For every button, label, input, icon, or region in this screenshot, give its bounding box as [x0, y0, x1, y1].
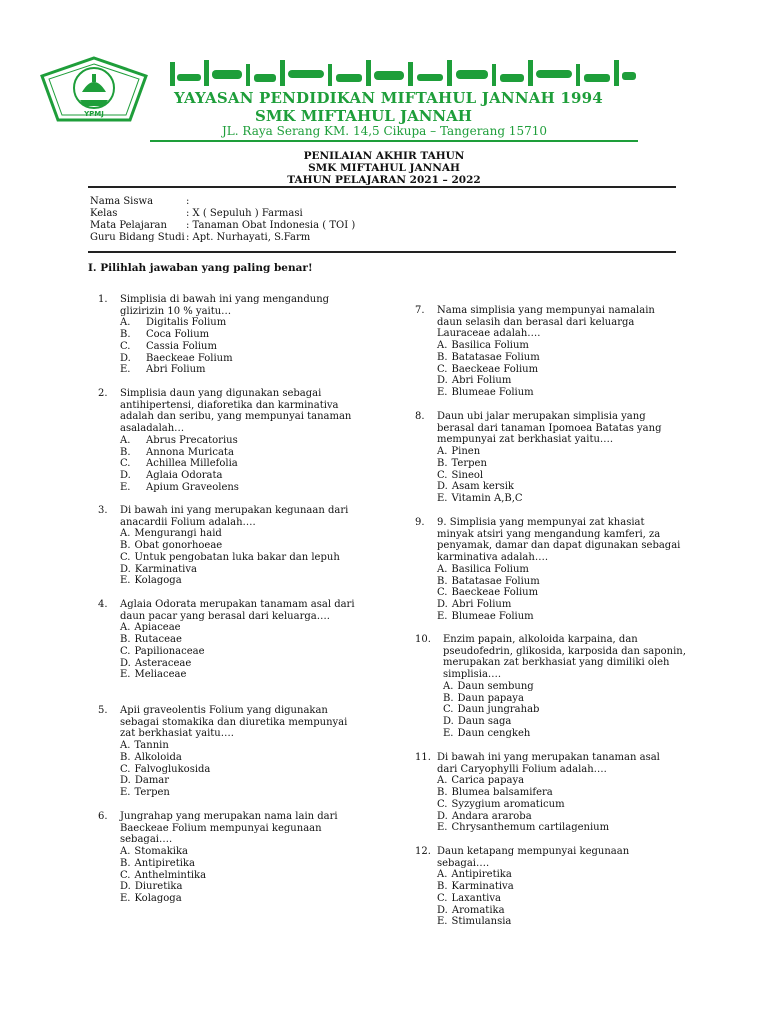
answer-option[interactable] [120, 787, 347, 799]
answer-option[interactable] [120, 482, 351, 494]
answer-option[interactable] [437, 822, 660, 834]
option-text: Digitalis Folium [146, 317, 227, 329]
option-text: Pinen [451, 446, 481, 458]
question-text-line: adalah dan seribu, yang mempunyai tanaman [120, 411, 352, 423]
option-letter: A. [437, 340, 448, 352]
option-letter: A. [120, 846, 131, 858]
answer-option[interactable] [120, 775, 347, 787]
option-text: Alkoloida [134, 751, 182, 763]
option-letter: E. [120, 575, 131, 587]
answer-option[interactable] [120, 564, 348, 576]
question-number: 8. [415, 411, 425, 422]
question-text-line: Simplisia di bawah ini yang mengandung [120, 294, 330, 305]
option-letter: B. [120, 634, 131, 646]
option-text: Daun sembung [457, 680, 534, 692]
option-text: Daun jungrahab [457, 704, 540, 716]
info-label-teacher: Guru Bidang Studi [90, 232, 185, 243]
option-text: Diuretika [134, 881, 183, 893]
question-text-line: Simplisia daun yang digunakan sebagai [120, 388, 322, 399]
arabic-calligraphy [168, 58, 640, 90]
option-letter: A. [437, 775, 448, 787]
answer-option[interactable] [120, 364, 329, 376]
answer-option[interactable] [120, 881, 338, 893]
option-letter: D. [120, 775, 131, 787]
header-divider [150, 140, 638, 142]
option-letter: D. [120, 352, 131, 364]
option-text: Kolagoga [134, 892, 182, 904]
option-letter: B. [437, 787, 448, 799]
answer-option[interactable] [437, 493, 661, 505]
option-text: Antipiretika [451, 869, 512, 881]
option-text: Daun saga [457, 715, 512, 727]
option-text: Terpen [134, 786, 170, 798]
foundation-name: YAYASAN PENDIDIKAN MIFTAHUL JANNAH 1994 [174, 89, 603, 107]
option-letter: A. [120, 740, 131, 752]
question-number: 3. [98, 505, 108, 516]
option-letter: B. [437, 881, 448, 893]
question-number: 7. [415, 305, 425, 316]
question-number: 10. [415, 634, 431, 645]
question-text-line: Apii graveolentis Folium yang digunakan [120, 705, 328, 716]
option-text: Vitamin A,B,C [451, 492, 523, 504]
answer-option[interactable] [437, 352, 655, 364]
answer-option[interactable] [120, 658, 355, 670]
question-text-line: Di bawah ini yang merupakan kegunaan dari [120, 505, 349, 516]
exam-school: SMK MIFTAHUL JANNAH [308, 162, 460, 174]
logo-text: YPMJ [84, 110, 104, 118]
option-text: Basilica Folium [451, 340, 529, 352]
option-text: Daun papaya [457, 692, 524, 704]
answer-option[interactable] [443, 704, 686, 716]
option-text: Mengurangi haid [134, 528, 222, 540]
question-text-line: Enzim papain, alkoloida karpaina, dan [443, 634, 638, 645]
answer-option[interactable] [437, 387, 655, 399]
question-text-line: antihipertensi, diaforetika dan karminativa [120, 399, 339, 411]
info-label-name: Nama Siswa [90, 196, 154, 207]
answer-option[interactable] [437, 576, 680, 588]
answer-option[interactable] [120, 634, 355, 646]
option-letter: E. [120, 786, 131, 798]
question-number: 9. [415, 517, 425, 528]
option-text: Asam kersik [451, 481, 514, 493]
question-text-line: Nama simplisia yang mempunyai namalain [437, 305, 655, 316]
option-text: Stomakika [134, 846, 189, 858]
answer-option[interactable] [120, 353, 329, 365]
option-text: Basilica Folium [451, 563, 529, 575]
answer-option[interactable] [443, 728, 686, 740]
option-letter: C. [120, 869, 131, 881]
option-text: Terpen [451, 457, 487, 469]
question-text-line: 9. Simplisia yang mempunyai zat khasiat [437, 517, 645, 528]
school-logo [38, 56, 150, 124]
question-text-line: daun pacar yang berasal dari keluarga…. [120, 610, 330, 622]
option-text: Tannin [134, 740, 169, 752]
option-letter: E. [120, 481, 131, 493]
answer-option[interactable] [437, 340, 655, 352]
answer-option[interactable] [120, 669, 355, 681]
option-letter: B. [443, 692, 454, 704]
answer-option[interactable] [120, 470, 351, 482]
option-letter: A. [437, 563, 448, 575]
option-text: Karminativa [134, 563, 197, 575]
answer-option[interactable] [120, 552, 348, 564]
question-text-line: berasal dari tanaman Ipomoea Batatas yang [437, 422, 662, 434]
option-letter: D. [437, 375, 448, 387]
option-text: Stimulansia [451, 916, 512, 928]
question-text-line: sebagai…. [120, 834, 173, 846]
option-text: Abri Folium [451, 375, 512, 387]
option-letter: B. [437, 457, 448, 469]
option-letter: C. [437, 798, 448, 810]
question-text-line: penyamak, damar dan dapat digunakan sebagai [437, 540, 681, 552]
question-text-line: dari Caryophylli Folium adalah…. [437, 763, 607, 775]
option-letter: D. [437, 598, 448, 610]
question-text-line: Aglaia Odorata merupakan tanamam asal dari [120, 599, 355, 610]
answer-option[interactable] [437, 811, 660, 823]
answer-option[interactable] [120, 646, 355, 658]
option-letter: D. [120, 657, 131, 669]
question-text-line: karminativa adalah…. [437, 552, 548, 564]
answer-option[interactable] [120, 752, 347, 764]
question-text-line: Baeckeae Folium mempunyai kegunaan [120, 822, 322, 834]
option-text: Batatasae Folium [451, 575, 540, 587]
question-number: 11. [415, 752, 431, 763]
option-text: Asteraceae [134, 657, 192, 669]
option-letter: D. [437, 481, 448, 493]
option-letter: D. [120, 563, 131, 575]
option-letter: C. [120, 458, 131, 470]
answer-option[interactable] [437, 611, 680, 623]
option-letter: B. [120, 540, 131, 552]
question-text-line: zat berkhasiat yaitu…. [120, 728, 234, 740]
option-text: Falvoglukosida [134, 763, 211, 775]
info-value-teacher: : Apt. Nurhayati, S.Farm [186, 232, 311, 243]
question-text-line: sebagai…. [437, 857, 490, 869]
option-letter: E. [437, 822, 448, 834]
answer-option[interactable] [120, 575, 348, 587]
option-text: Blumeae Folium [451, 386, 534, 398]
question-text-line: anacardii Folium adalah…. [120, 516, 256, 528]
option-text: Antipiretika [134, 857, 195, 869]
answer-option[interactable] [120, 528, 348, 540]
option-text: Karminativa [451, 881, 514, 893]
option-letter: A. [120, 434, 131, 446]
option-text: Laxantiva [451, 892, 501, 904]
option-letter: D. [120, 469, 131, 481]
question-number: 6. [98, 811, 108, 822]
info-value-subject: : Tanaman Obat Indonesia ( TOI ) [186, 220, 356, 231]
option-text: Annona Muricata [146, 446, 234, 458]
option-letter: A. [120, 317, 131, 329]
exam-year: TAHUN PELAJARAN 2021 – 2022 [287, 174, 481, 186]
option-letter: D. [443, 715, 454, 727]
option-letter: B. [120, 446, 131, 458]
option-text: Papilionaceae [134, 645, 205, 657]
answer-option[interactable] [120, 893, 338, 905]
info-value-name: : [186, 196, 190, 207]
answer-option[interactable] [120, 435, 351, 447]
option-letter: C. [443, 704, 454, 716]
option-letter: E. [437, 916, 448, 928]
answer-option[interactable] [437, 893, 629, 905]
option-letter: E. [437, 492, 448, 504]
info-value-class: : X ( Sepuluh ) Farmasi [186, 208, 303, 219]
question-text-line: Di bawah ini yang merupakan tanaman asal [437, 752, 660, 763]
question-text-line: Jungrahap yang merupakan nama lain dari [120, 811, 338, 822]
option-text: Syzygium aromaticum [451, 798, 565, 810]
instruction: I. Pilihlah jawaban yang paling benar! [88, 262, 313, 274]
option-text: Untuk pengobatan luka bakar dan lepuh [134, 551, 340, 563]
option-letter: B. [437, 575, 448, 587]
school-address: JL. Raya Serang KM. 14,5 Cikupa – Tangerang 15710 [222, 124, 547, 138]
question-number: 5. [98, 705, 108, 716]
answer-option[interactable] [437, 364, 655, 376]
option-letter: E. [437, 610, 448, 622]
question-text-line: Daun ubi jalar merupakan simplisia yang [437, 411, 646, 422]
option-text: Kolagoga [134, 575, 182, 587]
question-text-line: merupakan zat berkhasiat yang dimiliki oleh [443, 657, 670, 669]
question-text-line: asaladalah… [120, 423, 185, 435]
info-label-subject: Mata Pelajaran [90, 220, 167, 231]
answer-option[interactable] [437, 905, 629, 917]
answer-option[interactable] [437, 587, 680, 599]
answer-option[interactable] [120, 447, 351, 459]
answer-option[interactable] [120, 622, 355, 634]
option-text: Cassia Folium [146, 340, 217, 352]
option-letter: A. [120, 528, 131, 540]
answer-option[interactable] [120, 870, 338, 882]
option-text: Blumea balsamifera [451, 787, 553, 799]
option-text: Anthelmintika [134, 869, 207, 881]
answer-option[interactable] [437, 564, 680, 576]
answer-option[interactable] [120, 540, 348, 552]
school-name: SMK MIFTAHUL JANNAH [255, 107, 472, 125]
question-text-line: daun selasih dan berasal dari keluarga [437, 316, 635, 328]
answer-option[interactable] [443, 681, 686, 693]
answer-option[interactable] [120, 317, 329, 329]
answer-option[interactable] [437, 916, 629, 928]
option-text: Damar [134, 775, 170, 787]
option-letter: C. [437, 469, 448, 481]
question-number: 12. [415, 846, 431, 857]
option-text: Meliaceae [134, 669, 187, 681]
answer-option[interactable] [437, 446, 661, 458]
option-letter: C. [120, 763, 131, 775]
question-text-line: glizirizin 10 % yaitu… [120, 305, 232, 317]
option-letter: B. [437, 351, 448, 363]
option-letter: C. [120, 551, 131, 563]
answer-option[interactable] [120, 846, 338, 858]
option-text: Chrysanthemum cartilagenium [451, 822, 610, 834]
answer-option[interactable] [437, 799, 660, 811]
option-text: Abrus Precatorius [146, 434, 238, 446]
question-text-line: mempunyai zat berkhasiat yaitu…. [437, 434, 614, 446]
answer-option[interactable] [437, 470, 661, 482]
option-letter: C. [437, 892, 448, 904]
info-divider [88, 251, 676, 253]
info-label-class: Kelas [90, 208, 118, 219]
question-number: 2. [98, 388, 108, 399]
answer-option[interactable] [437, 787, 660, 799]
answer-option[interactable] [443, 716, 686, 728]
option-text: Abri Folium [146, 364, 206, 376]
option-letter: C. [120, 645, 131, 657]
question-text-line: sebagai stomakika dan diuretika mempunyai [120, 716, 348, 728]
option-text: Batatasae Folium [451, 351, 540, 363]
option-text: Baeckeae Folium [451, 363, 539, 375]
option-text: Sineol [451, 469, 484, 481]
option-text: Andara araroba [451, 810, 532, 822]
option-letter: B. [120, 857, 131, 869]
option-text: Apium Graveolens [146, 481, 239, 493]
option-text: Achillea Millefolia [146, 458, 238, 470]
question-text-line: Daun ketapang mempunyai kegunaan [437, 846, 630, 857]
option-text: Abri Folium [451, 598, 512, 610]
answer-option[interactable] [120, 458, 351, 470]
option-letter: C. [437, 363, 448, 375]
option-text: Blumeae Folium [451, 610, 534, 622]
option-letter: D. [437, 904, 448, 916]
option-text: Apiaceae [134, 622, 181, 634]
option-letter: A. [437, 446, 448, 458]
option-letter: D. [437, 810, 448, 822]
option-letter: E. [120, 892, 131, 904]
answer-option[interactable] [437, 599, 680, 611]
question-number: 1. [98, 294, 108, 305]
option-letter: A. [120, 622, 131, 634]
question-text-line: pseudofedrin, glikosida, karposida dan saponin, [443, 645, 686, 657]
option-text: Daun cengkeh [457, 727, 531, 739]
option-text: Rutaceae [134, 634, 182, 646]
option-letter: C. [120, 340, 131, 352]
option-text: Aglaia Odorata [146, 469, 223, 481]
option-text: Baeckeae Folium [146, 352, 233, 364]
answer-option[interactable] [437, 458, 661, 470]
option-letter: A. [437, 869, 448, 881]
option-letter: E. [437, 386, 448, 398]
answer-option[interactable] [437, 481, 661, 493]
option-letter: B. [120, 329, 131, 341]
title-divider [88, 186, 676, 188]
option-text: Baeckeae Folium [451, 587, 539, 599]
option-letter: E. [443, 727, 454, 739]
answer-option[interactable] [120, 740, 347, 752]
answer-option[interactable] [120, 329, 329, 341]
question-text-line: Lauraceae adalah…. [437, 328, 541, 340]
answer-option[interactable] [120, 764, 347, 776]
question-text-line: minyak atsiri yang mengandung kamferi, za [437, 528, 661, 540]
answer-option[interactable] [120, 858, 338, 870]
option-letter: D. [120, 881, 131, 893]
option-letter: B. [120, 751, 131, 763]
answer-option[interactable] [437, 375, 655, 387]
option-text: Obat gonorhoeae [134, 540, 223, 552]
option-text: Carica papaya [451, 775, 525, 787]
question-text-line: simplisia…. [443, 669, 502, 681]
option-letter: C. [437, 587, 448, 599]
answer-option[interactable] [120, 341, 329, 353]
option-letter: A. [443, 680, 454, 692]
exam-title: PENILAIAN AKHIR TAHUN [303, 150, 465, 162]
option-text: Coca Folium [146, 329, 210, 341]
option-text: Aromatika [451, 904, 505, 916]
answer-option[interactable] [443, 693, 686, 705]
question-number: 4. [98, 599, 108, 610]
answer-option[interactable] [437, 881, 629, 893]
option-letter: E. [120, 364, 131, 376]
answer-option[interactable] [437, 775, 660, 787]
answer-option[interactable] [437, 869, 629, 881]
option-letter: E. [120, 669, 131, 681]
